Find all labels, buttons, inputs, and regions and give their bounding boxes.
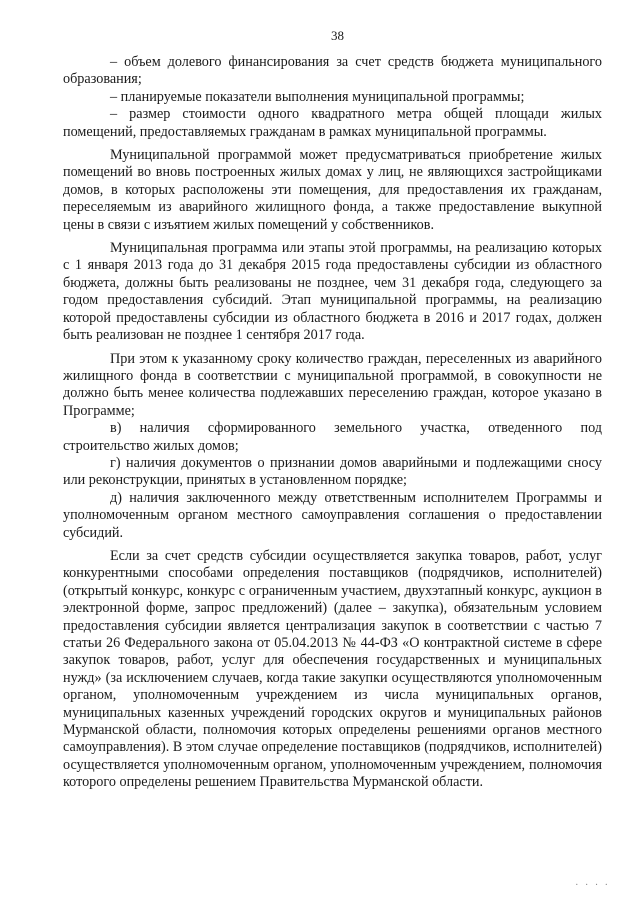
paragraph-funding-volume: – объем долевого финансирования за счет средств бюджета муниципального образования; — [63, 54, 602, 88]
paragraph-relocated-citizens: При этом к указанному сроку количество граждан, переселенных из аварийного жилищного фонда в соответствии с муниципальной программой, в совокупности не должно быть менее количества подлежавших переселению граждан, которое указано в Программе; — [63, 350, 602, 419]
paragraph-procurement: Если за счет средств субсидии осуществляется закупка товаров, работ, услуг конкурентными способами определения поставщиков (подрядчиков, исполнителей) (открытый конкурс, конкурс с ограниченным участием, двухэтапный конкурс, аукцион в электронной форме, запрос предложений) (далее – закупка), обязательным условием предоставления субсидии является централизация закупок в соответствии с частью 7 статьи 26 Федерального закона от 05.04.2013 № 44-ФЗ «О контрактной системе в сфере закупок товаров, работ, услуг для обеспечения государственных и муниципальных нужд» (за исключением случаев, когда такие закупки осуществляются уполномоченным органом, уполномоченным учреждением из числа муниципальных органов, муниципальных казенных учреждений городских округов и муниципальных районов Мурманской области, полномочия которых определены решениями органов местного самоуправления). В этом случае определение поставщиков (подрядчиков, исполнителей) осуществляется уполномоченным органом, уполномоченным учреждением, полномочия которого определены решением Правительства Мурманской области. — [63, 547, 602, 791]
paragraph-planned-indicators: – планируемые показатели выполнения муниципальной программы; — [110, 88, 525, 105]
paragraph-item-v: в) наличия сформированного земельного участка, отведенного под строительство жилых домов; — [63, 420, 602, 454]
paragraph-square-meter-cost: – размер стоимости одного квадратного метра общей площади жилых помещений, предоставляемых гражданам в рамках муниципальной программы. — [63, 106, 602, 140]
page-number: 38 — [331, 28, 344, 43]
paragraph-item-d: д) наличия заключенного между ответственным исполнителем Программы и уполномоченным органом местного самоуправления соглашения о предоставлении субсидий. — [63, 489, 602, 541]
paragraph-program-stages: Муниципальная программа или этапы этой программы, на реализацию которых с 1 января 2013 года до 31 декабря 2015 года предоставлены субсидии из областного бюджета, должны быть реализованы не позднее, чем 31 декабря года, следующего за годом предоставления субсидий. Этап муниципальной программы, на реализацию которой предоставлены субсидии из областного бюджета в 2016 и 2017 годах, должен быть реализован не позднее 1 сентября 2017 года. — [63, 240, 602, 344]
scan-artifact-dots: · · · · — [575, 880, 610, 891]
paragraph-item-g: г) наличия документов о признании домов аварийными и подлежащими сносу или реконструкции, принятых в установленном порядке; — [63, 454, 602, 489]
paragraph-housing-acquisition: Муниципальной программой может предусматриваться приобретение жилых помещений во вновь построенных жилых домах у лиц, не являющихся застройщиками домов, в которых расположены эти помещения, для предоставления их гражданам, переселяемым из аварийного жилищного фонда, а также предоставление выкупной цены в связи с изъятием жилых помещений у собственников. — [63, 147, 602, 233]
